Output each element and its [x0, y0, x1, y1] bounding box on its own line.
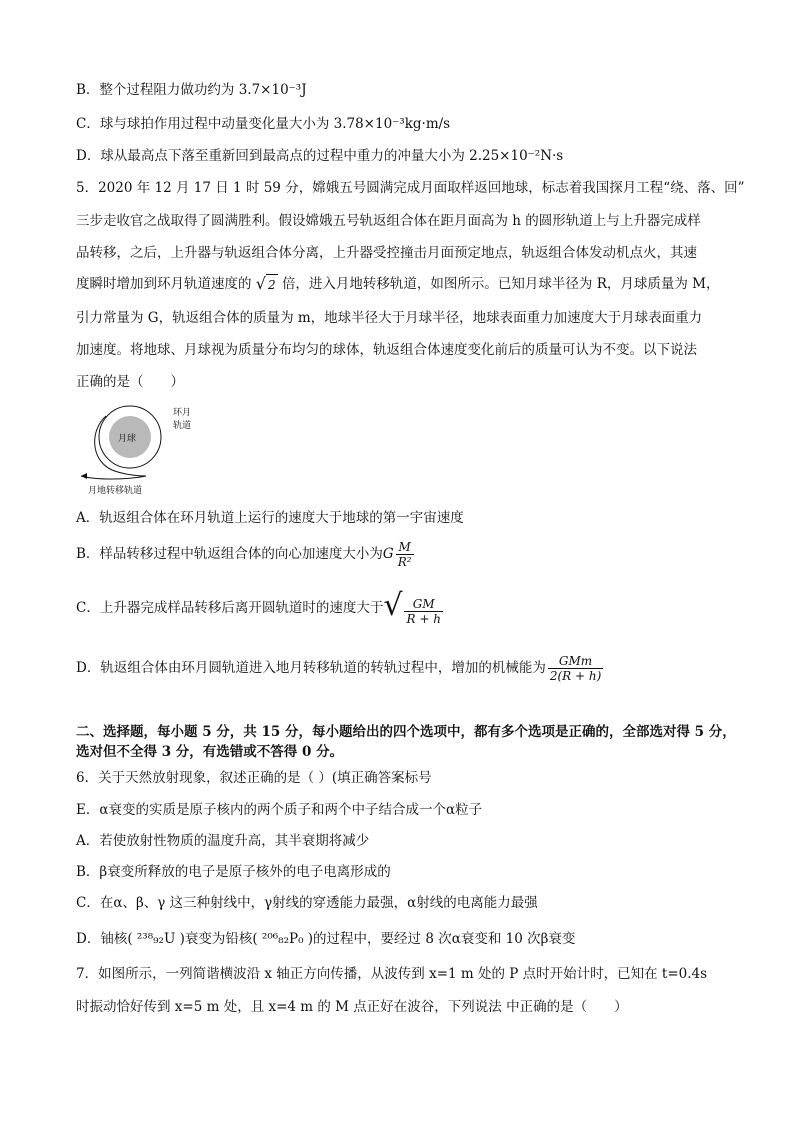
q5-stem-7: 正确的是（ ） [76, 374, 184, 390]
q5-stem-3: 品转移，之后，上升器与轨返组合体分离，上升器受控撞击月面预定地点，轨返组合体发动机点火，其速 [76, 245, 697, 261]
q4-option-b: B．整个过程阻力做功约为 3.7×10⁻³J [76, 82, 307, 98]
q6-stem: 6．关于天然放射现象，叙述正确的是（ ）(填正确答案标号 [76, 770, 432, 786]
q5-option-a: A．轨返组合体在环月轨道上运行的速度大于地球的第一宇宙速度 [76, 510, 464, 526]
q5-option-d: D．轨返组合体由环月圆轨道进入地月转移轨道的转轨过程中，增加的机械能为 $\frac{\text{GMm}}{2(R + h)}$ [76, 654, 602, 683]
q5-stem-2: 三步走收官之战取得了圆满胜利。假设嫦娥五号轨返组合体在距月面高为 h 的圆形轨道上与上升器完成样 [76, 213, 701, 229]
q6-option-b: B．β衰变所释放的电子是原子核外的电子电离形成的 [76, 864, 391, 880]
orbit-label-1: 环月 [173, 408, 192, 418]
arrow-head [81, 473, 87, 479]
q5c-root: √ $\frac{GM}{R + h}$ [383, 588, 441, 626]
sqrt-two: √ 2 [255, 274, 276, 293]
orbit-label-2: 轨道 [173, 421, 192, 431]
section-2-title-2: 选对但不全得 3 分，有选错或不答得 0 分。 [76, 744, 344, 760]
q6-option-d: D．铀核( ²³⁸₉₂U )衰变为铅核( ²⁰⁶₈₂P₀ )的过程中，要经过 8 次α衰变和 10 次β衰变 [76, 931, 576, 947]
transfer-tail [81, 476, 146, 479]
moon-label: 月球 [118, 434, 137, 444]
section-2-title-1: 二、选择题，每小题 5 分，共 15 分，每小题给出的四个选项中，都有多个选项是正确的，全部选对得 5 分， [76, 724, 736, 740]
q5-stem-6: 加速度。将地球、月球视为质量分布均匀的球体，轨返组合体速度变化前后的质量可认为不变。以下说法 [76, 342, 697, 358]
q5-option-b: B．样品转移过程中轨返组合体的向心加速度大小为G $\frac{M}{\text{R²}}$ [76, 540, 412, 569]
q5-stem-4b: 倍，进入月地转移轨道，如图所示。已知月球半径为 R，月球质量为 M， [281, 276, 720, 292]
q6-option-e: E．α衰变的实质是原子核内的两个质子和两个中子结合成一个α粒子 [76, 802, 483, 818]
transfer-label: 月地转移轨道 [88, 486, 143, 496]
q5-option-c: C．上升器完成样品转移后离开圆轨道时的速度大于√ $\frac{GM}{R + h}$ [76, 586, 445, 631]
q5b-fraction: $\frac{M}{\text{R²}}$ [397, 540, 412, 569]
q4-option-d: D．球从最高点下落至重新回到最高点的过程中重力的冲量大小为 2.25×10⁻²N·s [76, 148, 564, 164]
q6-option-c: C．在α、β、γ 这三种射线中，γ射线的穿透能力最强，α射线的电离能力最强 [76, 895, 538, 911]
orbit-diagram [76, 400, 226, 496]
q4-option-c: C．球与球拍作用过程中动量变化量大小为 3.78×10⁻³kg·m/s [76, 116, 451, 132]
q7-stem-1: 7．如图所示，一列简谐横波沿 x 轴正方向传播，从波传到 x=1 m 处的 P 点时开始计时，已知在 t=0.4s [76, 966, 708, 982]
q7-stem-2: 时振动恰好传到 x=5 m 处，且 x=4 m 的 M 点正好在波谷，下列说法 中正确的是（ ） [76, 999, 628, 1015]
q5d-fraction: $\frac{\text{GMm}}{2(R + h)}$ [549, 654, 602, 683]
q5-stem-1: 5．2020 年 12 月 17 日 1 时 59 分，嫦娥五号圆满完成月面取样返回地球，标志着我国探月工程“绕、落、回” [76, 180, 745, 196]
q5-stem-4a: 度瞬时增加到环月轨道速度的 [76, 276, 252, 292]
q6-option-a: A．若使放射性物质的温度升高，其半衰期将减少 [76, 833, 370, 849]
q5-stem-4 [76, 274, 720, 295]
q5-stem-5: 引力常量为 G，轨返组合体的质量为 m，地球半径大于月球半径，地球表面重力加速度大于月球表面重力 [76, 310, 703, 326]
orbit-figure [76, 400, 226, 496]
